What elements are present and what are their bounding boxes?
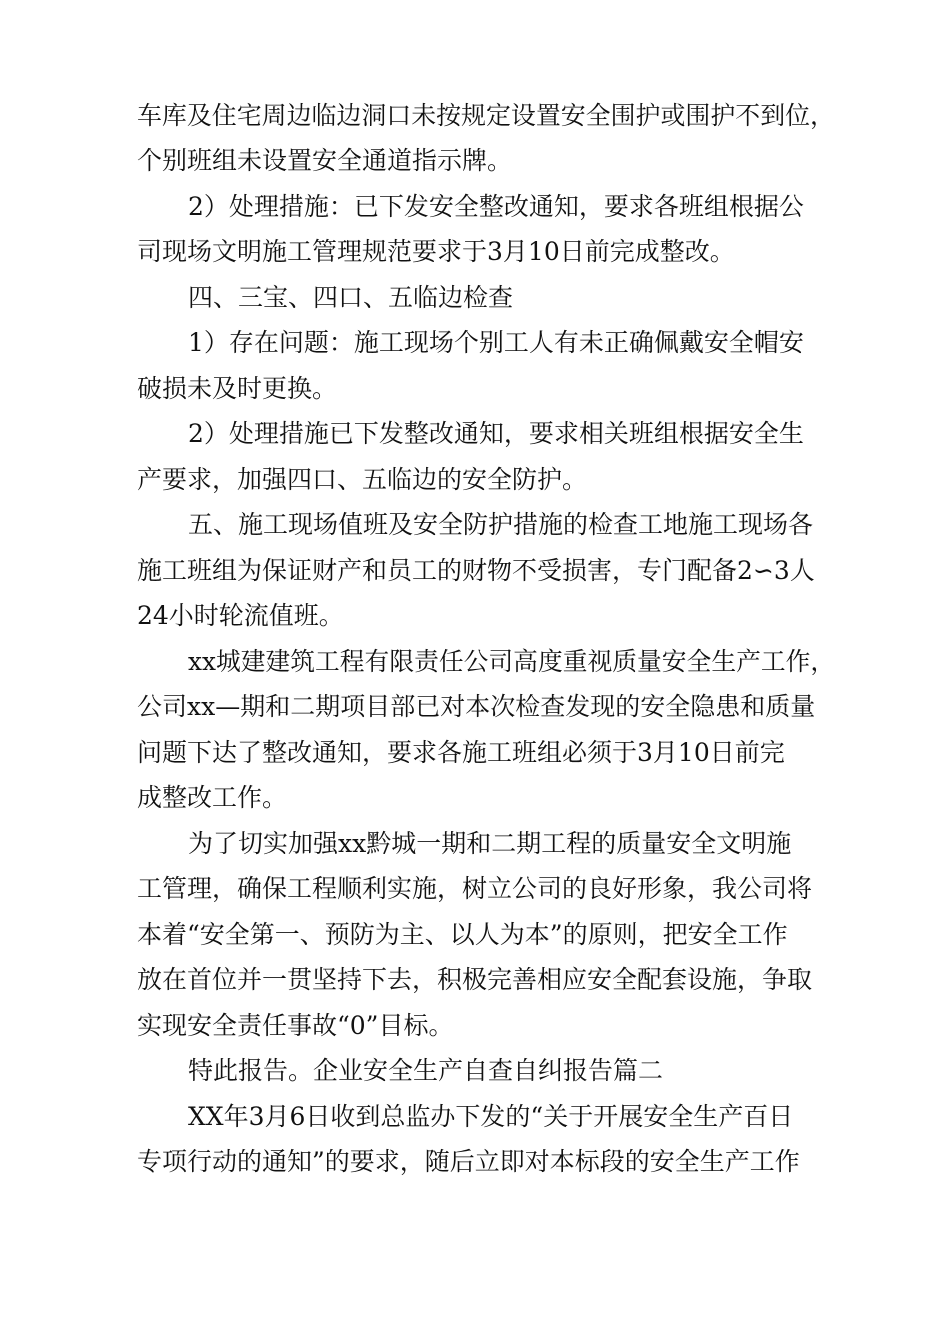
text-line: 个别班组未设置安全通道指示牌。: [137, 146, 513, 175]
text-line: 2）处理措施：已下发安全整改通知，要求各班组根据公: [188, 192, 804, 221]
text-line: 问题下达了整改通知，要求各施工班组必须于3月10日前完: [137, 738, 785, 767]
text-line: 车库及住宅周边临边洞口未按规定设置安全围护或围护不到位，: [137, 101, 835, 130]
text-line: 本着“安全第一、预防为主、以人为本”的原则，把安全工作: [137, 920, 788, 949]
text-line: 专项行动的通知”的要求，随后立即对本标段的安全生产工作: [137, 1147, 800, 1176]
text-line: 成整改工作。: [137, 783, 288, 812]
text-line: 2）处理措施已下发整改通知，要求相关班组根据安全生: [188, 419, 804, 448]
text-line: XX年3月6日收到总监办下发的“关于开展安全生产百日: [188, 1102, 794, 1131]
text-line: xx城建建筑工程有限责任公司高度重视质量安全生产工作，: [188, 647, 836, 676]
text-line: 施工班组为保证财产和员工的财物不受损害，专门配备2∽3人: [137, 556, 815, 585]
text-line: 产要求，加强四口、五临边的安全防护。: [137, 465, 588, 494]
section-heading: 四、三宝、四口、五临边检查: [188, 283, 514, 312]
text-line: 破损未及时更换。: [137, 374, 338, 403]
text-line: 特此报告。企业安全生产自查自纠报告篇二: [188, 1056, 664, 1085]
text-line: 司现场文明施工管理规范要求于3月10日前完成整改。: [137, 237, 735, 266]
text-line: 1）存在问题：施工现场个别工人有未正确佩戴安全帽安: [188, 328, 804, 357]
section-heading: 五、施工现场值班及安全防护措施的检查工地施工现场各: [188, 510, 814, 539]
text-line: 实现安全责任事故“0”目标。: [137, 1011, 454, 1040]
text-line: 公司xx—期和二期项目部已对本次检查发现的安全隐患和质量: [137, 692, 816, 721]
text-line: 24小时轮流值班。: [137, 601, 344, 630]
text-line: 为了切实加强xx黔城一期和二期工程的质量安全文明施: [188, 829, 792, 858]
text-line: 放在首位并一贯坚持下去，积极完善相应安全配套设施，争取: [137, 965, 813, 994]
text-line: 工管理，确保工程顺利实施，树立公司的良好形象，我公司将: [137, 874, 813, 903]
